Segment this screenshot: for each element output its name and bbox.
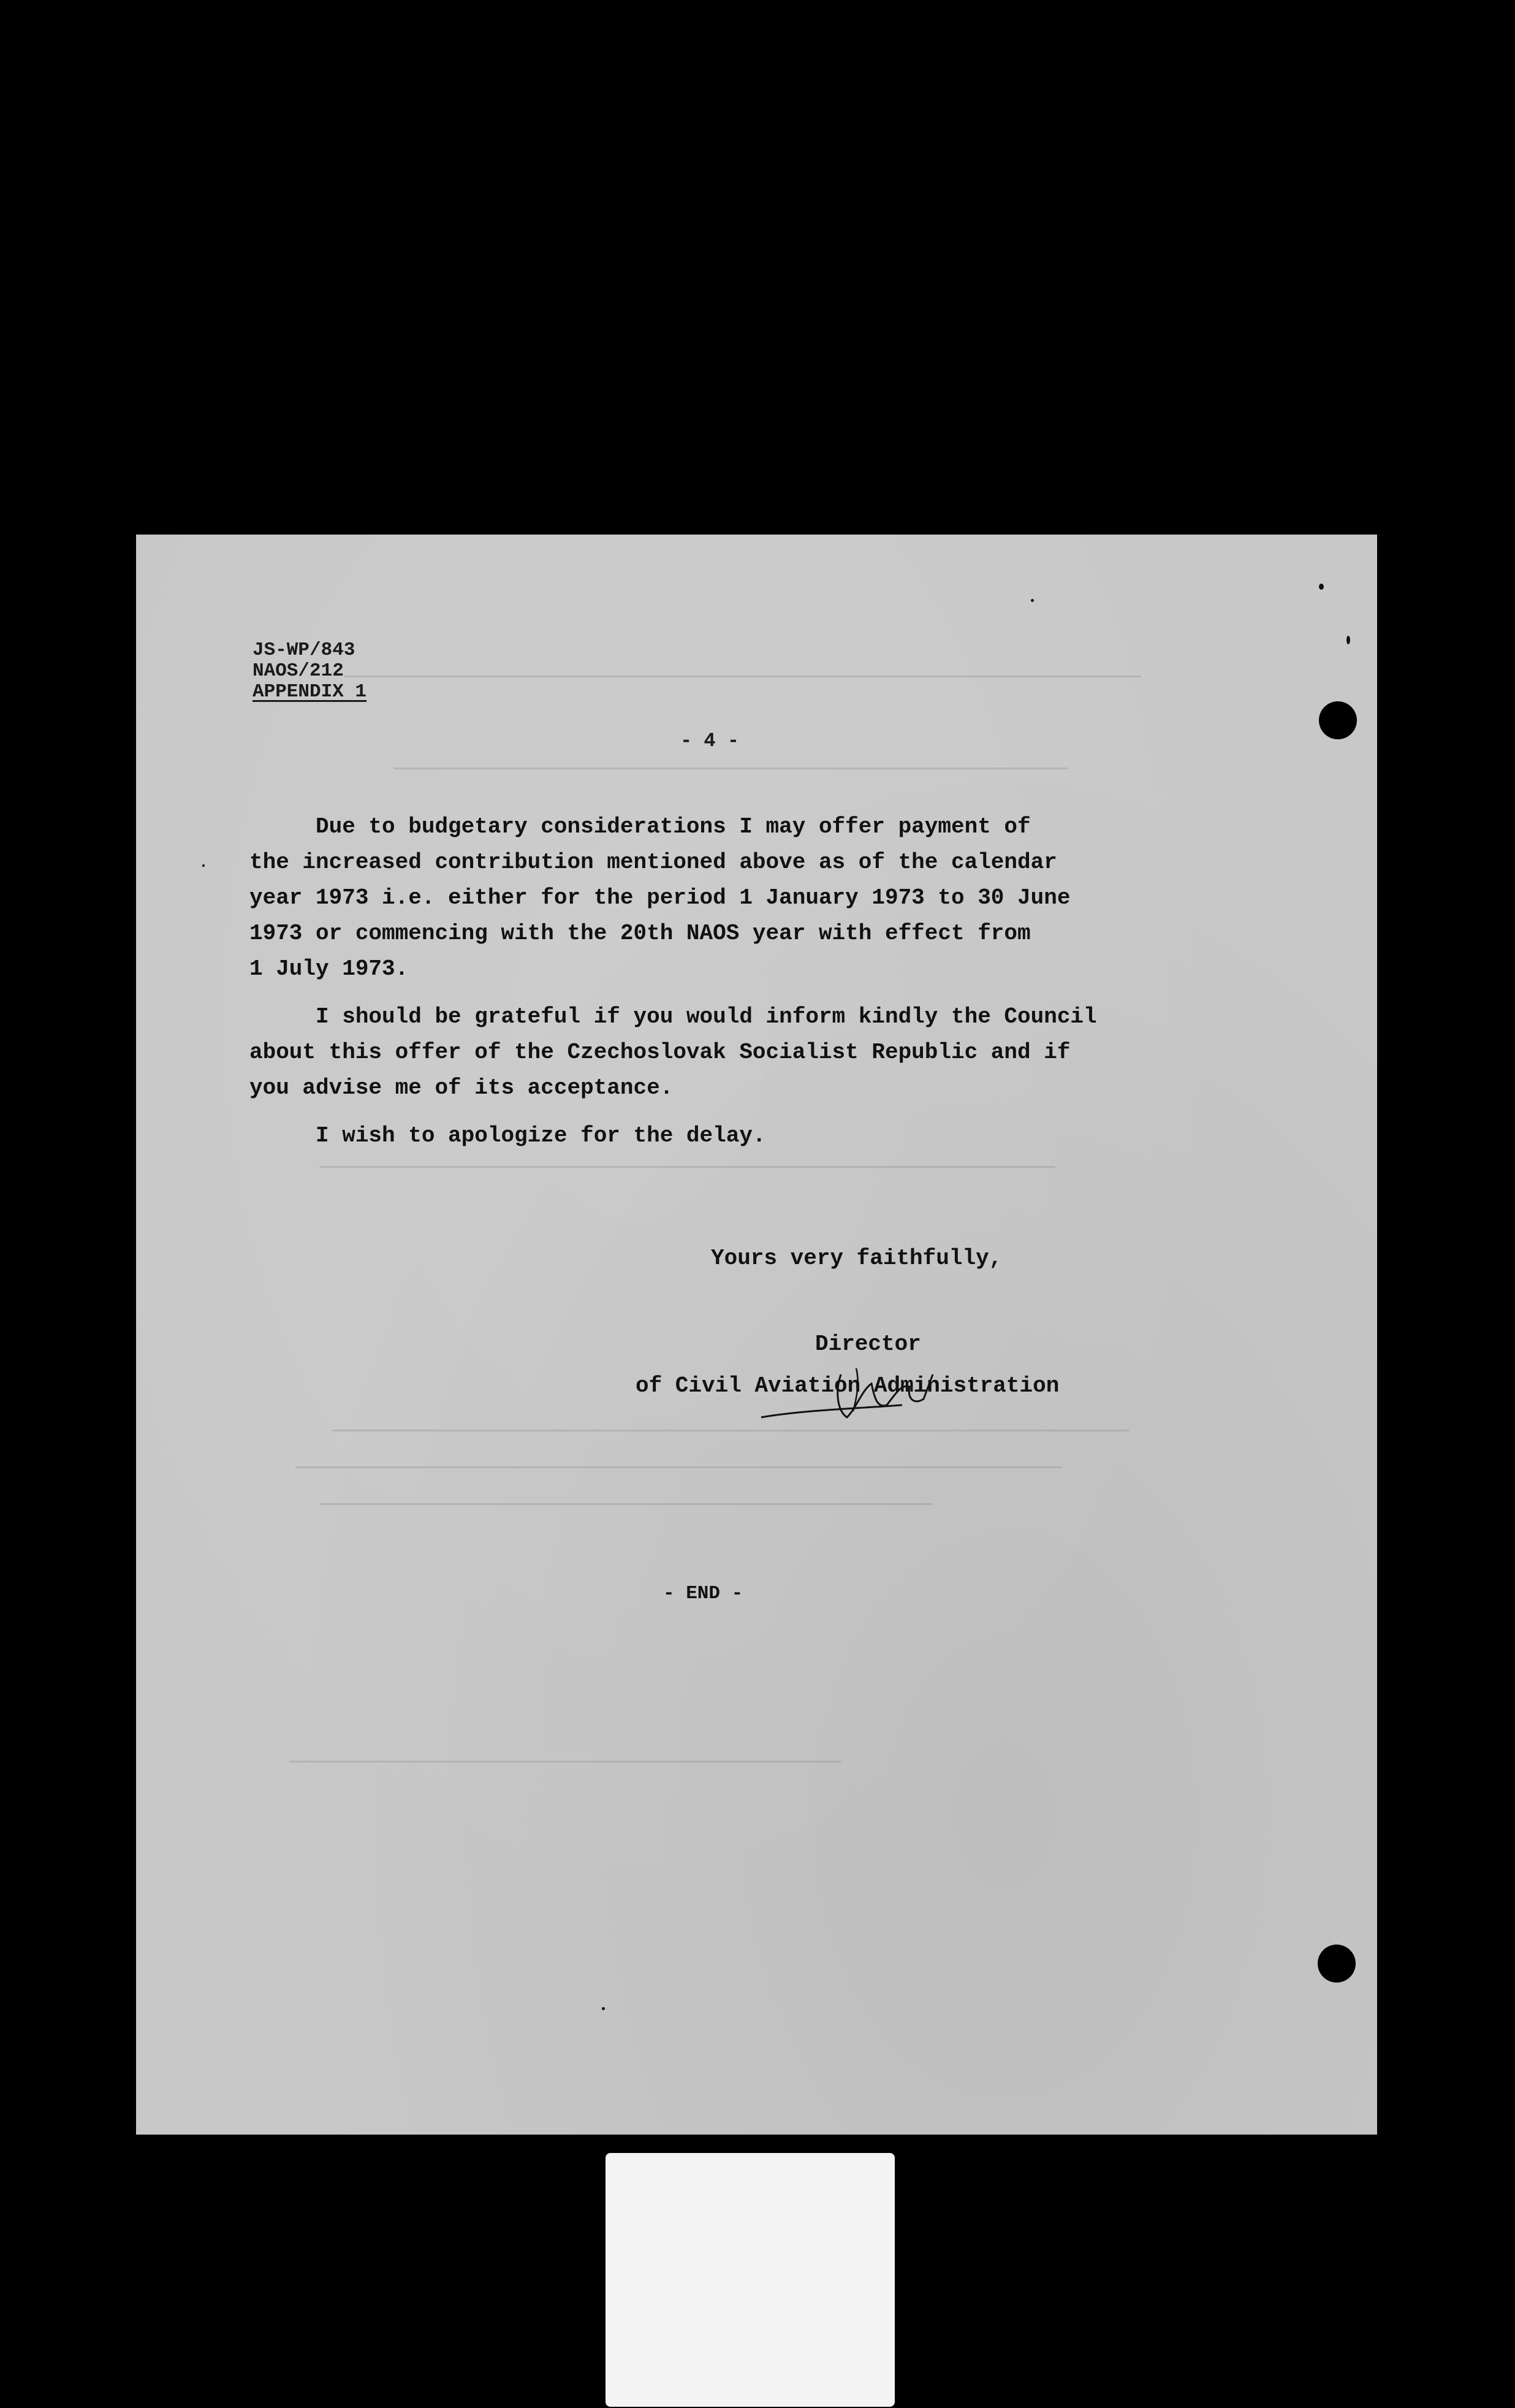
letter-closing: Yours very faithfully, bbox=[711, 1246, 1003, 1271]
bleed-through-mark bbox=[320, 1166, 1055, 1168]
speck bbox=[602, 2007, 605, 2010]
paragraph bbox=[249, 999, 1261, 1106]
punch-hole bbox=[1319, 701, 1357, 739]
text-line: I wish to apologize for the delay. bbox=[249, 1123, 766, 1148]
speck bbox=[1319, 584, 1324, 590]
bleed-through-mark bbox=[393, 768, 1068, 769]
end-marker: - END - bbox=[663, 1583, 743, 1604]
reference-line: NAOS/212 bbox=[252, 660, 344, 682]
reference-line: JS-WP/843 bbox=[252, 639, 355, 661]
paragraph bbox=[249, 1118, 1261, 1154]
speck bbox=[1031, 599, 1034, 602]
paragraph bbox=[249, 809, 1261, 987]
document-reference bbox=[252, 640, 366, 703]
text-line: year 1973 i.e. either for the period 1 January 1973 to 30 June bbox=[249, 885, 1071, 910]
speck bbox=[202, 864, 205, 867]
bleed-through-mark bbox=[289, 1761, 841, 1762]
signatory-title: Director bbox=[815, 1332, 921, 1357]
bleed-through-mark bbox=[332, 1430, 1129, 1431]
signatory-organization: of Civil Aviation Administration bbox=[636, 1373, 1060, 1398]
text-line: 1 July 1973. bbox=[249, 956, 409, 981]
text-line: the increased contribution mentioned above as of the calendar bbox=[249, 850, 1057, 875]
text-line: about this offer of the Czechoslovak Socialist Republic and if bbox=[249, 1040, 1071, 1065]
color-target-card bbox=[606, 2153, 895, 2407]
text-line: Due to budgetary considerations I may offer payment of bbox=[249, 814, 1031, 839]
text-line: you advise me of its acceptance. bbox=[249, 1075, 674, 1100]
bleed-through-mark bbox=[320, 1503, 933, 1505]
handwritten-signature bbox=[749, 1356, 970, 1430]
text-line: I should be grateful if you would inform kindly the Council bbox=[249, 1004, 1097, 1029]
bleed-through-mark bbox=[344, 676, 1141, 677]
speck bbox=[1346, 636, 1350, 644]
bleed-through-mark bbox=[295, 1466, 1061, 1468]
letter-body bbox=[249, 809, 1261, 1154]
page-number: - 4 - bbox=[680, 730, 740, 752]
reference-line: APPENDIX 1 bbox=[252, 681, 367, 703]
punch-hole bbox=[1318, 1945, 1356, 1983]
text-line: 1973 or commencing with the 20th NAOS year with effect from bbox=[249, 921, 1031, 946]
document-page bbox=[136, 535, 1377, 2135]
